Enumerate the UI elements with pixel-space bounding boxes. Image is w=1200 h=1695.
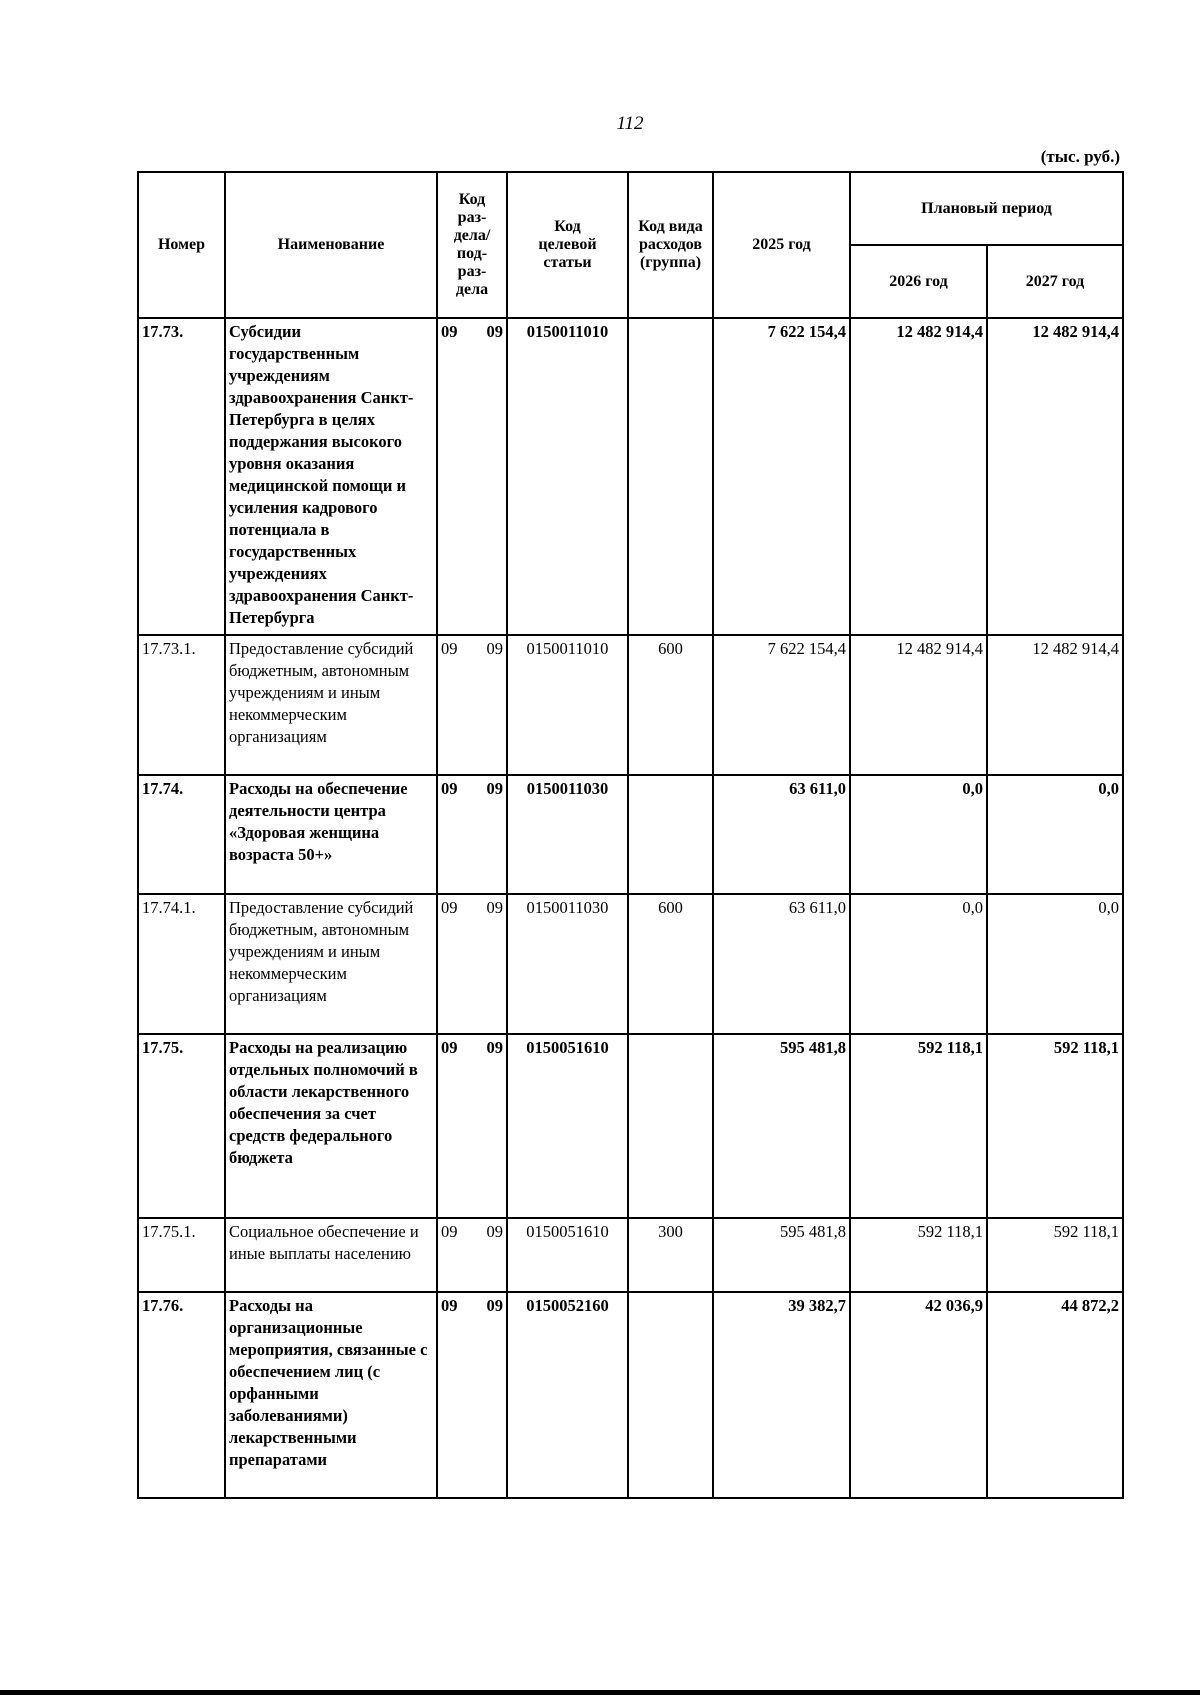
row-amount-2027: 12 482 914,4 [987, 318, 1123, 635]
section-code: 09 [441, 1222, 458, 1241]
row-section-code [437, 318, 507, 635]
subsection-code: 09 [486, 1296, 503, 1315]
header-section-line: раз- [457, 209, 487, 226]
budget-table [137, 171, 1124, 1499]
subsection-code: 09 [486, 1222, 503, 1241]
row-amount-2027: 44 872,2 [987, 1292, 1123, 1498]
subsection-code: 09 [486, 779, 503, 798]
table-row [138, 635, 1123, 775]
row-amount-2027: 0,0 [987, 894, 1123, 1034]
row-name: Расходы на организационные мероприятия, связанные с обеспечением лиц (с орфанными заболеваниями) лекарственными препаратами [225, 1292, 437, 1498]
row-amount-2025: 63 611,0 [713, 775, 850, 894]
row-name: Расходы на реализацию отдельных полномочий в области лекарственного обеспечения за счет средств федерального бюджета [225, 1034, 437, 1218]
row-amount-2027: 592 118,1 [987, 1034, 1123, 1218]
header-target-line: Код [554, 218, 581, 235]
section-code: 09 [441, 779, 458, 798]
row-expense-type: 300 [628, 1218, 713, 1292]
table-row [138, 318, 1123, 635]
row-name: Расходы на обеспечение деятельности центра «Здоровая женщина возраста 50+» [225, 775, 437, 894]
row-amount-2026: 42 036,9 [850, 1292, 987, 1498]
units-label: (тыс. руб.) [1040, 147, 1120, 166]
row-number: 17.74.1. [138, 894, 225, 1034]
row-amount-2026: 592 118,1 [850, 1034, 987, 1218]
row-amount-2026: 12 482 914,4 [850, 318, 987, 635]
header-planned-period: Плановый период [850, 172, 1123, 245]
row-amount-2025: 7 622 154,4 [713, 318, 850, 635]
row-expense-type [628, 1292, 713, 1498]
row-expense-type [628, 318, 713, 635]
header-year-2027: 2027 год [987, 245, 1123, 318]
row-name: Предоставление субсидий бюджетным, автономным учреждениям и иным некоммерческим организациям [225, 635, 437, 775]
row-number: 17.75.1. [138, 1218, 225, 1292]
subsection-code: 09 [486, 639, 503, 658]
header-section-line: под- [456, 245, 488, 262]
scan-edge-line [0, 1690, 1200, 1695]
row-section-code [437, 1292, 507, 1498]
row-target-code: 0150051610 [507, 1034, 628, 1218]
header-expense-type [628, 172, 713, 318]
header-target-code [507, 172, 628, 318]
header-type-line: (группа) [639, 254, 702, 271]
table-row [138, 1218, 1123, 1292]
row-target-code: 0150051610 [507, 1218, 628, 1292]
row-expense-type [628, 1034, 713, 1218]
row-target-code: 0150011030 [507, 894, 628, 1034]
row-amount-2025: 63 611,0 [713, 894, 850, 1034]
header-target-line: статьи [543, 254, 592, 271]
row-name: Социальное обеспечение и иные выплаты населению [225, 1218, 437, 1292]
subsection-code: 09 [486, 322, 503, 341]
subsection-code: 09 [486, 1038, 503, 1057]
section-code: 09 [441, 1038, 458, 1057]
row-section-code [437, 635, 507, 775]
table-row [138, 775, 1123, 894]
section-code: 09 [441, 322, 458, 341]
section-code: 09 [441, 898, 458, 917]
row-amount-2027: 592 118,1 [987, 1218, 1123, 1292]
section-code: 09 [441, 1296, 458, 1315]
header-name: Наименование [225, 172, 437, 318]
row-expense-type: 600 [628, 635, 713, 775]
subsection-code: 09 [486, 898, 503, 917]
header-section-line: Код [458, 191, 486, 208]
row-name: Предоставление субсидий бюджетным, автономным учреждениям и иным некоммерческим организациям [225, 894, 437, 1034]
table-row [138, 894, 1123, 1034]
row-section-code [437, 1218, 507, 1292]
row-target-code: 0150011030 [507, 775, 628, 894]
row-number: 17.74. [138, 775, 225, 894]
header-row-1 [138, 172, 1123, 245]
header-year-2026: 2026 год [850, 245, 987, 318]
header-type-line: Код вида [638, 218, 703, 235]
row-amount-2025: 595 481,8 [713, 1218, 850, 1292]
row-amount-2026: 592 118,1 [850, 1218, 987, 1292]
row-amount-2027: 0,0 [987, 775, 1123, 894]
header-section-line: дела [455, 281, 489, 298]
row-expense-type [628, 775, 713, 894]
table-row [138, 1034, 1123, 1218]
row-section-code [437, 894, 507, 1034]
row-target-code: 0150011010 [507, 318, 628, 635]
row-amount-2025: 7 622 154,4 [713, 635, 850, 775]
row-amount-2027: 12 482 914,4 [987, 635, 1123, 775]
row-number: 17.75. [138, 1034, 225, 1218]
row-number: 17.73. [138, 318, 225, 635]
row-amount-2026: 12 482 914,4 [850, 635, 987, 775]
header-section-line: раз- [457, 263, 487, 280]
row-amount-2026: 0,0 [850, 894, 987, 1034]
header-target-line: целевой [538, 236, 597, 253]
row-amount-2025: 39 382,7 [713, 1292, 850, 1498]
row-amount-2026: 0,0 [850, 775, 987, 894]
header-section-line: дела/ [453, 227, 491, 244]
header-number: Номер [138, 172, 225, 318]
section-code: 09 [441, 639, 458, 658]
row-number: 17.76. [138, 1292, 225, 1498]
row-expense-type: 600 [628, 894, 713, 1034]
page-number: 112 [616, 113, 644, 134]
row-section-code [437, 1034, 507, 1218]
row-target-code: 0150011010 [507, 635, 628, 775]
table-row [138, 1292, 1123, 1498]
row-target-code: 0150052160 [507, 1292, 628, 1498]
header-type-line: расходов [638, 236, 703, 253]
header-year-2025: 2025 год [713, 172, 850, 318]
row-section-code [437, 775, 507, 894]
row-number: 17.73.1. [138, 635, 225, 775]
row-amount-2025: 595 481,8 [713, 1034, 850, 1218]
header-section-code [437, 172, 507, 318]
row-name: Субсидии государственным учреждениям здравоохранения Санкт-Петербурга в целях поддержания высокого уровня оказания медицинской помощи и усиления кадрового потенциала в государственных учреждениях здравоохранения Санкт-Петербурга [225, 318, 437, 635]
